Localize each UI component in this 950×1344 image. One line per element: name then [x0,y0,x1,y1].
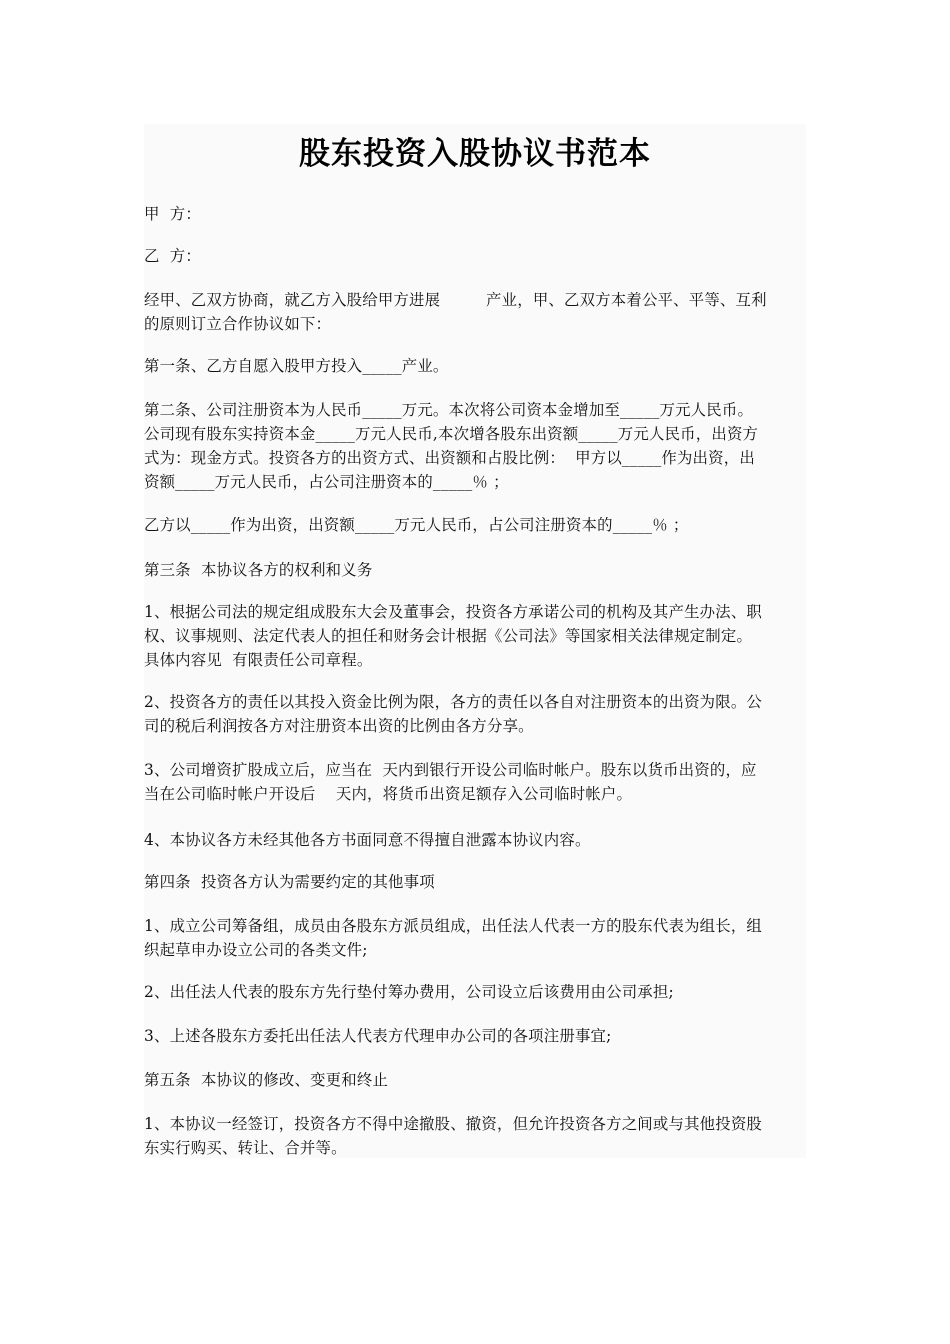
paragraph-line: 具体内容见 有限责任公司章程。 [144,651,373,669]
paragraph [144,980,806,1004]
paragraph-line: 2、出任法人代表的股东方先行垫付筹办费用，公司设立后该费用由公司承担; [144,983,674,1001]
paragraph-line: 2、投资各方的责任以其投入资金比例为限，各方的责任以各自对注册资本的出资为限。公 [144,693,763,711]
paragraph [144,513,806,537]
paragraph [144,758,806,806]
paragraph [144,690,806,738]
paragraph-line: 1、本协议一经签订，投资各方不得中途撤股、撤资，但允许投资各方之间或与其他投资股 [144,1115,763,1133]
paragraph-line: 司的税后利润按各方对注册资本出资的比例由各方分享。 [144,717,534,735]
paragraph-line: 4、本协议各方未经其他各方书面同意不得擅自泄露本协议内容。 [144,831,591,849]
paragraph [144,870,806,894]
paragraph [144,202,806,226]
paragraph [144,354,806,378]
paragraph [144,1112,806,1160]
paragraph [144,244,806,268]
paragraph-line: 公司现有股东实持资本金_____万元人民币,本次增各股东出资额_____万元人民币，出资方 [144,425,759,443]
paragraph-line: 第三条 本协议各方的权利和义务 [144,561,373,579]
paragraph-line: 1、根据公司法的规定组成股东大会及董事会，投资各方承诺公司的机构及其产生办法、职 [144,603,763,621]
paragraph-line: 资额_____万元人民币，占公司注册资本的_____％ ； [144,473,509,491]
paragraph-line: 东实行购买、转让、合并等。 [144,1139,347,1157]
paragraph-line: 式为：现金方式。投资各方的出资方式、出资额和占股比例： 甲方以_____作为出资，出 [144,449,755,467]
paragraph-line: 织起草申办设立公司的各类文件; [144,941,368,959]
paragraph [144,914,806,962]
paragraph-line: 经甲、乙双方协商，就乙方入股给甲方进展 产业，甲、乙双方本着公平、平等、互利 [144,291,767,309]
paragraph-line: 权、议事规则、法定代表人的担任和财务会计根据《公司法》等国家相关法律规定制定。 [144,627,753,645]
paragraph [144,398,806,494]
paragraph-line: 乙 方： [144,247,201,265]
paragraph-line: 乙方以_____作为出资，出资额_____万元人民币，占公司注册资本的_____％ ； [144,516,689,534]
document-title: 股东投资入股协议书范本 [299,136,651,172]
paragraph [144,600,806,672]
paragraph-line: 第二条、公司注册资本为人民币_____万元。本次将公司资本金增加至_____万元人民币。 [144,401,754,419]
paragraph-line: 1、成立公司筹备组，成员由各股东方派员组成，出任法人代表一方的股东代表为组长，组 [144,917,763,935]
paragraph-line: 当在公司临时帐户开设后 天内，将货币出资足额存入公司临时帐户。 [144,785,633,803]
paragraph-line: 第一条、乙方自愿入股甲方投入_____产业。 [144,357,449,375]
paragraph [144,1024,806,1048]
document-page [144,124,806,1158]
paragraph [144,288,806,336]
paragraph-line: 第四条 投资各方认为需要约定的其他事项 [144,873,435,891]
paragraph [144,1068,806,1092]
paragraph-line: 3、上述各股东方委托出任法人代表方代理申办公司的各项注册事宜; [144,1027,612,1045]
paragraph [144,828,806,852]
paragraph-line: 3、公司增资扩股成立后，应当在 天内到银行开设公司临时帐户。股东以货币出资的，应 [144,761,757,779]
paragraph-line: 甲 方： [144,205,201,223]
paragraph [144,558,806,582]
paragraph-line: 的原则订立合作协议如下： [144,315,332,333]
paragraph-line: 第五条 本协议的修改、变更和终止 [144,1071,389,1089]
